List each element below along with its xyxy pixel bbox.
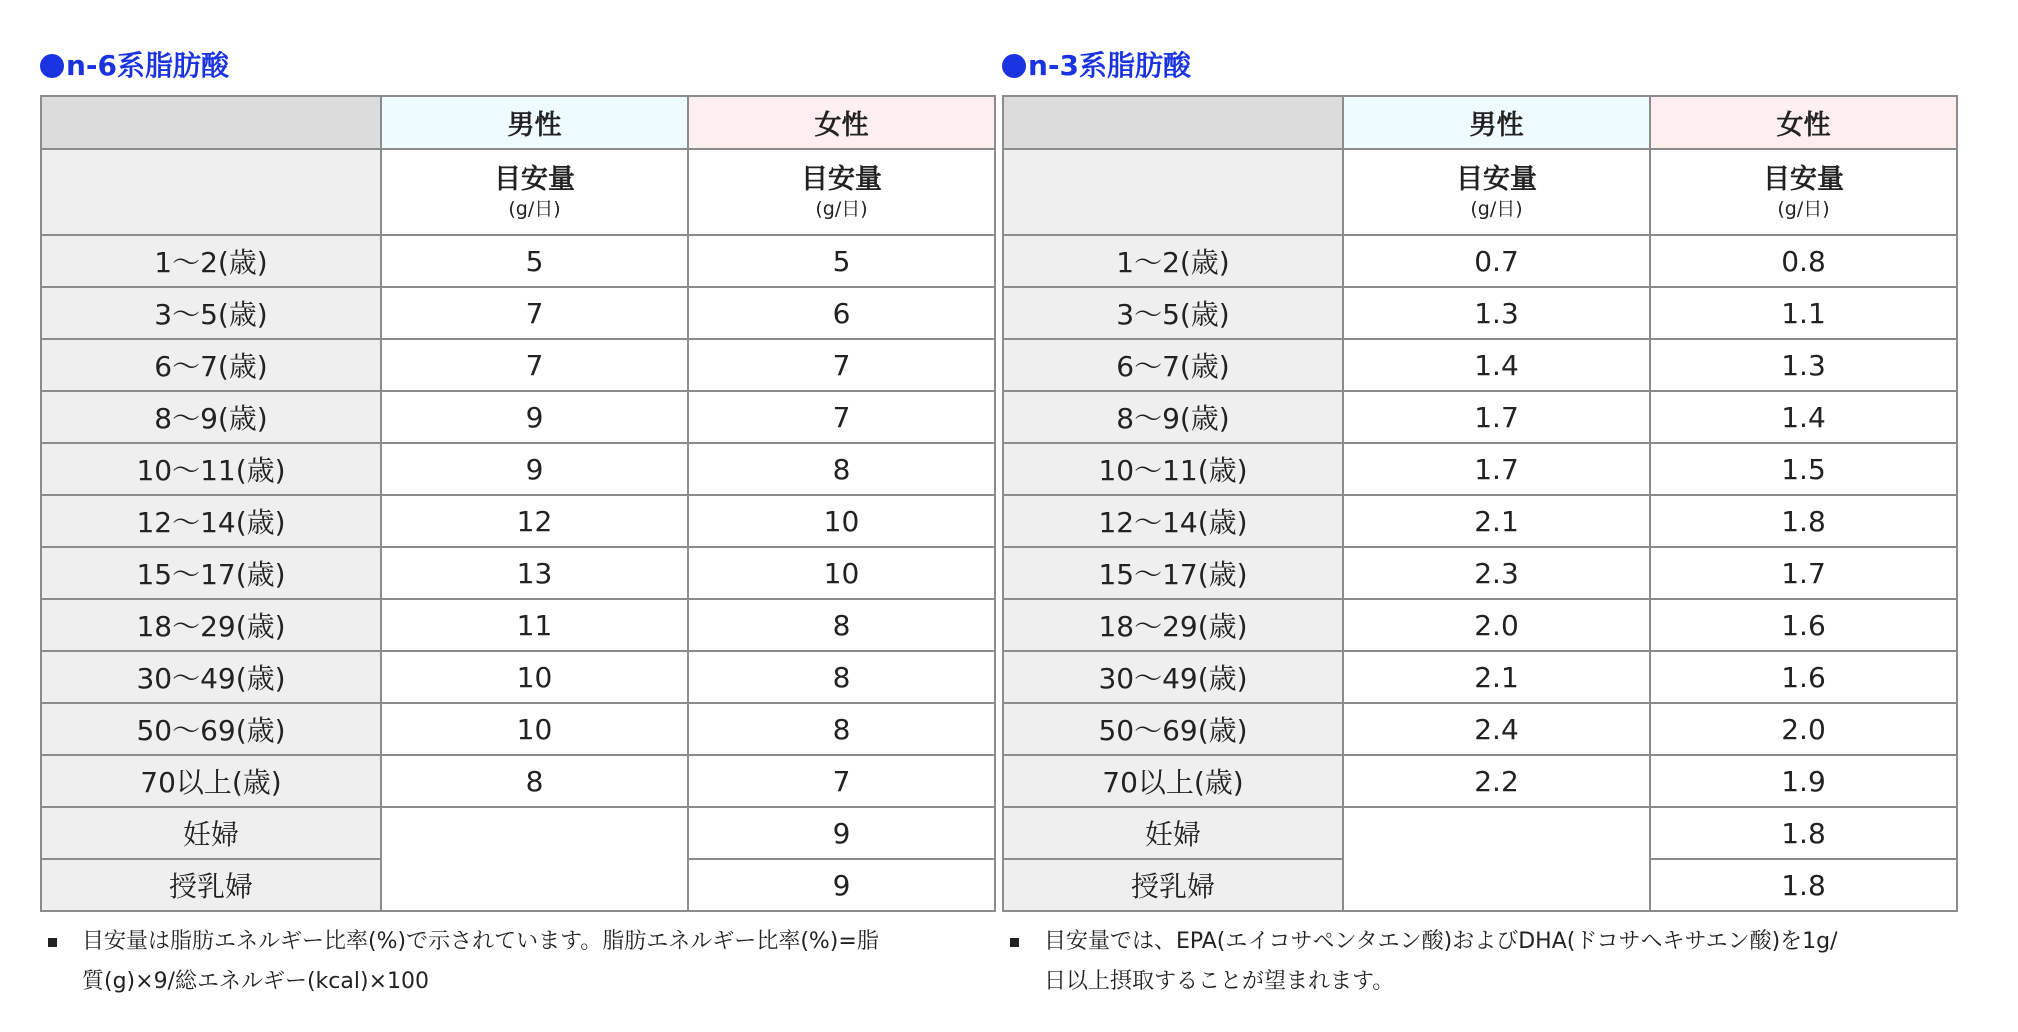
table-row — [41, 755, 995, 807]
female-value: 8 — [688, 443, 995, 495]
female-value: 10 — [688, 495, 995, 547]
table-row — [1003, 599, 1957, 651]
female-value: 1.4 — [1650, 391, 1957, 443]
female-value: 8 — [688, 703, 995, 755]
age-cell: 70以上(歳) — [1003, 755, 1343, 807]
male-value: 1.3 — [1343, 287, 1650, 339]
lactating-label: 授乳婦 — [41, 859, 381, 911]
female-value: 6 — [688, 287, 995, 339]
unit-header-row — [1003, 149, 1957, 235]
table-row — [41, 703, 995, 755]
pregnant-female-value: 9 — [688, 807, 995, 859]
n3-note — [1002, 922, 1944, 1002]
square-bullet-icon — [1010, 938, 1019, 947]
table-row — [41, 599, 995, 651]
male-value: 2.0 — [1343, 599, 1650, 651]
table-row — [41, 651, 995, 703]
n3-table — [1002, 95, 1958, 912]
male-value: 2.1 — [1343, 651, 1650, 703]
table-row — [1003, 235, 1957, 287]
female-value: 0.8 — [1650, 235, 1957, 287]
age-cell: 10〜11(歳) — [41, 443, 381, 495]
male-unit-header: 目安量 (g/日) — [1343, 149, 1650, 235]
age-cell: 18〜29(歳) — [41, 599, 381, 651]
male-unit-header: 目安量 (g/日) — [381, 149, 688, 235]
age-cell: 1〜2(歳) — [41, 235, 381, 287]
note-line-2: 日以上摂取することが望まれます。 — [1044, 969, 1395, 994]
male-value: 2.2 — [1343, 755, 1650, 807]
female-value: 7 — [688, 391, 995, 443]
male-header: 男性 — [381, 96, 688, 149]
header-blank-cell — [1003, 96, 1343, 149]
unit-blank-cell — [41, 149, 381, 235]
male-value: 2.3 — [1343, 547, 1650, 599]
n3-title: n-3系脂肪酸 — [1002, 40, 1958, 92]
unit-blank-cell — [1003, 149, 1343, 235]
male-value: 5 — [381, 235, 688, 287]
table-row — [1003, 755, 1957, 807]
male-empty-cell — [1343, 807, 1650, 911]
age-cell: 15〜17(歳) — [41, 547, 381, 599]
note-line-1: 目安量は脂肪エネルギー比率(%)で示されています。脂肪エネルギー比率(%)=脂 — [82, 929, 879, 954]
male-value: 1.4 — [1343, 339, 1650, 391]
table-row — [1003, 391, 1957, 443]
age-cell: 8〜9(歳) — [41, 391, 381, 443]
n6-table — [40, 95, 996, 912]
age-cell: 3〜5(歳) — [1003, 287, 1343, 339]
table-row — [41, 339, 995, 391]
table-row — [41, 287, 995, 339]
male-empty-cell — [381, 807, 688, 911]
table-row — [1003, 287, 1957, 339]
header-blank-cell — [41, 96, 381, 149]
female-header: 女性 — [688, 96, 995, 149]
female-value: 7 — [688, 755, 995, 807]
pregnant-row — [41, 807, 995, 859]
table-row — [41, 495, 995, 547]
female-value: 1.5 — [1650, 443, 1957, 495]
male-value: 1.7 — [1343, 443, 1650, 495]
age-cell: 70以上(歳) — [41, 755, 381, 807]
n6-panel — [40, 40, 996, 1002]
note-line-1: 目安量では、EPA(エイコサペンタエン酸)およびDHA(ドコサヘキサエン酸)を1g/ — [1044, 929, 1838, 954]
age-cell: 6〜7(歳) — [41, 339, 381, 391]
age-cell: 12〜14(歳) — [1003, 495, 1343, 547]
pregnant-label: 妊婦 — [1003, 807, 1343, 859]
n6-title: n-6系脂肪酸 — [40, 40, 996, 92]
table-row — [1003, 443, 1957, 495]
table-row — [41, 547, 995, 599]
female-value: 1.1 — [1650, 287, 1957, 339]
female-unit-header: 目安量 (g/日) — [688, 149, 995, 235]
male-value: 7 — [381, 287, 688, 339]
male-value: 9 — [381, 391, 688, 443]
male-value: 11 — [381, 599, 688, 651]
male-value: 9 — [381, 443, 688, 495]
male-value: 13 — [381, 547, 688, 599]
female-value: 1.8 — [1650, 495, 1957, 547]
female-value: 2.0 — [1650, 703, 1957, 755]
female-value: 1.7 — [1650, 547, 1957, 599]
n6-note — [40, 922, 982, 1002]
lactating-female-value: 9 — [688, 859, 995, 911]
age-cell: 18〜29(歳) — [1003, 599, 1343, 651]
pregnant-label: 妊婦 — [41, 807, 381, 859]
female-value: 5 — [688, 235, 995, 287]
table-row — [41, 235, 995, 287]
male-header: 男性 — [1343, 96, 1650, 149]
lactating-label: 授乳婦 — [1003, 859, 1343, 911]
male-value: 10 — [381, 703, 688, 755]
n3-panel — [1002, 40, 1958, 1002]
table-row — [1003, 339, 1957, 391]
male-value: 7 — [381, 339, 688, 391]
blue-circle-bullet-icon — [40, 54, 64, 78]
age-cell: 1〜2(歳) — [1003, 235, 1343, 287]
pregnant-row — [1003, 807, 1957, 859]
female-header: 女性 — [1650, 96, 1957, 149]
note-line-2: 質(g)×9/総エネルギー(kcal)×100 — [82, 969, 429, 994]
age-cell: 8〜9(歳) — [1003, 391, 1343, 443]
table-row — [41, 391, 995, 443]
male-value: 10 — [381, 651, 688, 703]
age-cell: 12〜14(歳) — [41, 495, 381, 547]
table-row — [1003, 651, 1957, 703]
male-value: 8 — [381, 755, 688, 807]
female-value: 8 — [688, 651, 995, 703]
unit-header-row — [41, 149, 995, 235]
male-value: 1.7 — [1343, 391, 1650, 443]
age-cell: 50〜69(歳) — [1003, 703, 1343, 755]
age-cell: 3〜5(歳) — [41, 287, 381, 339]
blue-circle-bullet-icon — [1002, 54, 1026, 78]
table-row — [1003, 703, 1957, 755]
lactating-female-value: 1.8 — [1650, 859, 1957, 911]
table-header-row — [1003, 96, 1957, 149]
age-cell: 10〜11(歳) — [1003, 443, 1343, 495]
female-value: 1.6 — [1650, 651, 1957, 703]
table-header-row — [41, 96, 995, 149]
male-value: 2.1 — [1343, 495, 1650, 547]
age-cell: 15〜17(歳) — [1003, 547, 1343, 599]
female-value: 1.9 — [1650, 755, 1957, 807]
female-value: 7 — [688, 339, 995, 391]
age-cell: 30〜49(歳) — [41, 651, 381, 703]
female-value: 1.6 — [1650, 599, 1957, 651]
age-cell: 30〜49(歳) — [1003, 651, 1343, 703]
age-cell: 50〜69(歳) — [41, 703, 381, 755]
square-bullet-icon — [48, 938, 57, 947]
pregnant-female-value: 1.8 — [1650, 807, 1957, 859]
female-unit-header: 目安量 (g/日) — [1650, 149, 1957, 235]
female-value: 8 — [688, 599, 995, 651]
male-value: 12 — [381, 495, 688, 547]
table-row — [1003, 547, 1957, 599]
female-value: 1.3 — [1650, 339, 1957, 391]
female-value: 10 — [688, 547, 995, 599]
male-value: 0.7 — [1343, 235, 1650, 287]
table-row — [41, 443, 995, 495]
age-cell: 6〜7(歳) — [1003, 339, 1343, 391]
table-row — [1003, 495, 1957, 547]
male-value: 2.4 — [1343, 703, 1650, 755]
